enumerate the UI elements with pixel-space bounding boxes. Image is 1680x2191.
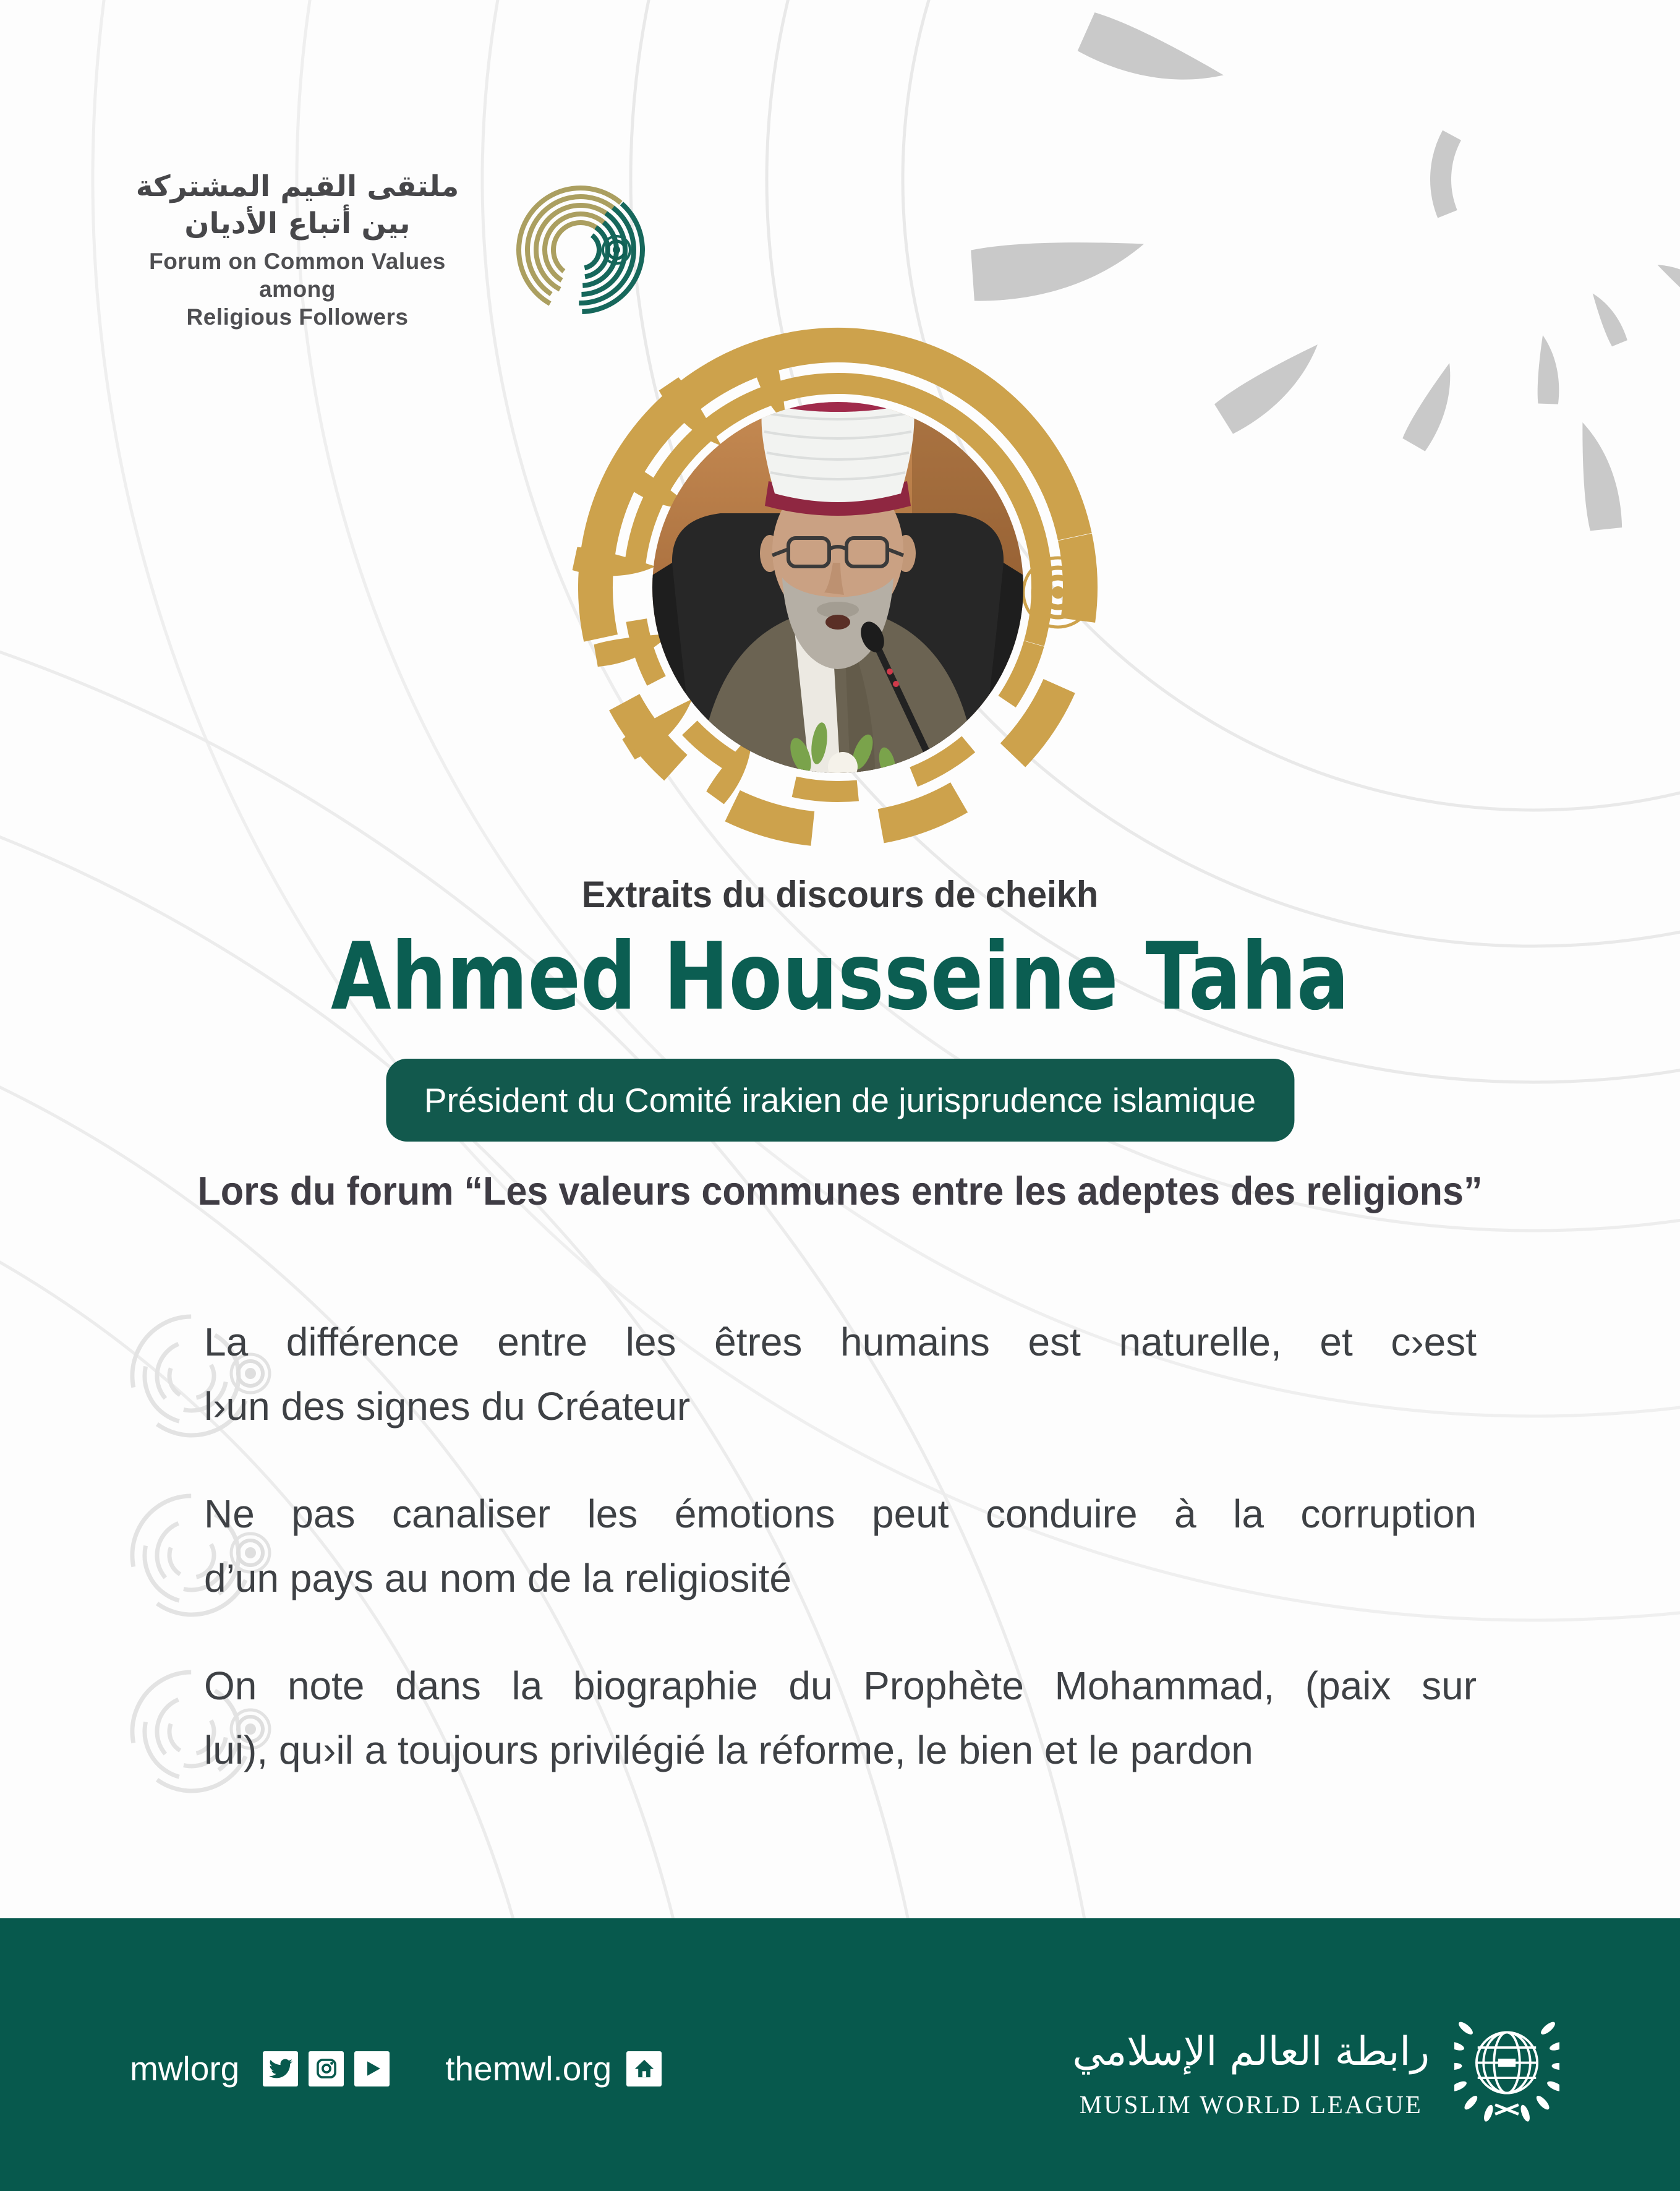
gold-bullseye-decoration [1023,558,1093,627]
forum-logo-english-line2: Religious Followers [186,304,409,330]
quote-item [204,1482,1477,1610]
quote-item [204,1654,1477,1782]
quote-line: l›un des signes du Créateur [204,1384,691,1429]
quote-line: On note dans la biographie du Prophète Mohammad, (paix sur [204,1664,1477,1708]
forum-logo-text [110,168,485,331]
twitter-icon[interactable] [263,2051,298,2086]
quote-item [204,1310,1477,1438]
quote-line: Ne pas canaliser les émotions peut conduire à la corruption [204,1492,1477,1536]
instagram-icon[interactable] [309,2051,344,2086]
forum-logo-english-line1: Forum on Common Values among [149,249,446,302]
speaker-photo-ring [566,315,1110,860]
speaker-photo [652,385,1023,782]
quotes-list [204,1310,1477,1826]
mwl-emblem-icon [1454,2004,1559,2133]
quote-line: La différence entre les êtres humains est naturelle, et c›est [204,1320,1477,1364]
website-link[interactable]: themwl.org [445,2049,612,2088]
mwl-name: MUSLIM WORLD LEAGUE [1079,2090,1423,2119]
speaker-name: Ahmed Housseine Taha [331,923,1349,1031]
mwl-brand [1073,2004,1559,2133]
mwl-arabic-calligraphy: رابطة العالم الإسلامي [1072,2029,1430,2075]
quote-line: lui), qu›il a toujours privilégié la réforme, le bien et le pardon [204,1728,1253,1772]
social-handle[interactable]: mwlorg [130,2049,240,2088]
quote-line: d’un pays au nom de la religiosité [204,1556,791,1600]
speaker-title-badge: Président du Comité irakien de jurisprudence islamique [386,1059,1294,1142]
forum-logo-arabic: ملتقى القيم المشتركة بين أتباع الأديان [135,169,459,241]
footer-bar [0,1918,1680,2191]
event-line: Lors du forum “Les valeurs communes entre les adeptes des religions” [197,1168,1483,1213]
forum-spiral-logo-icon [516,185,646,315]
forum-logo [110,168,646,331]
youtube-icon[interactable] [354,2051,390,2086]
home-icon[interactable] [626,2051,662,2086]
footer-links [130,2049,662,2088]
kicker-text: Extraits du discours de cheikh [581,874,1099,915]
